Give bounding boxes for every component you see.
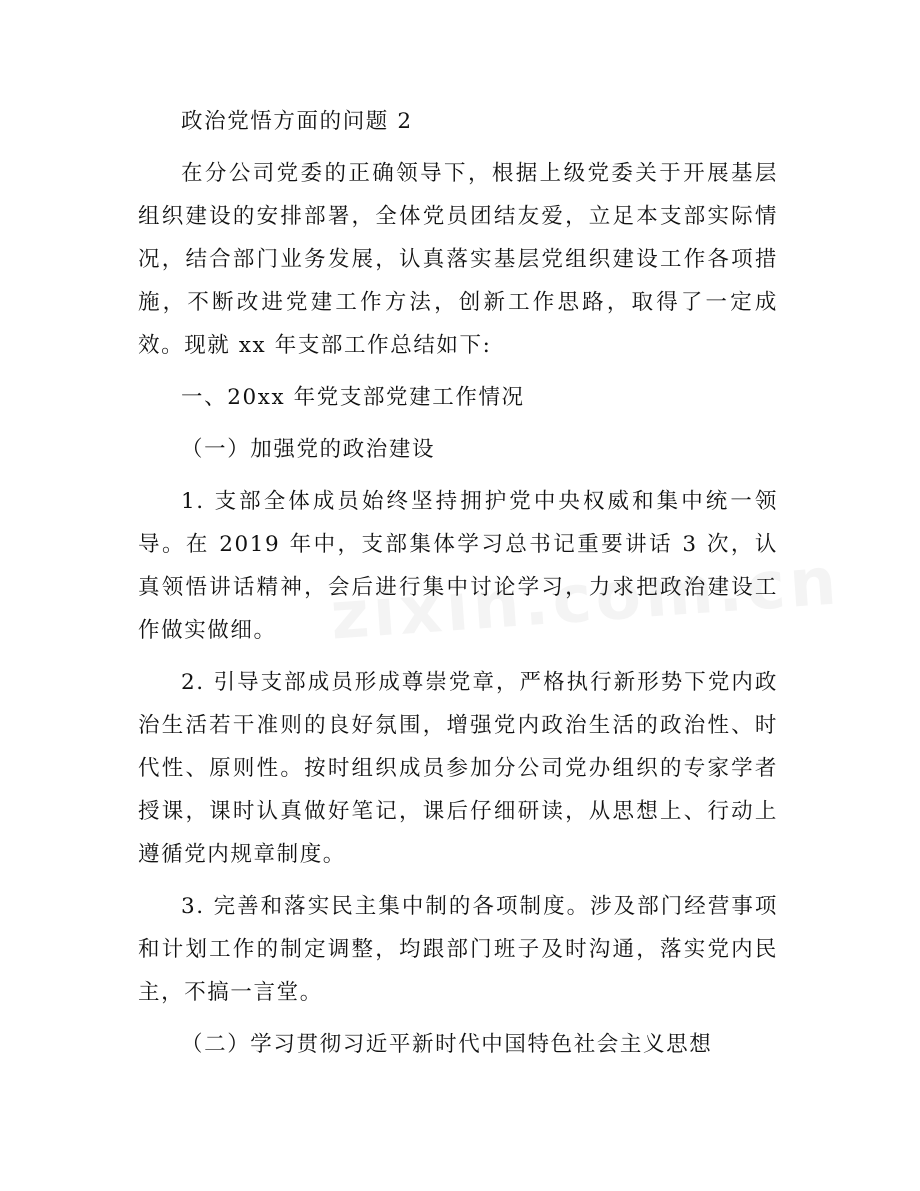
section-heading-1: 一、20xx 年党支部党建工作情况 xyxy=(181,385,525,410)
item-paragraph-1: 1. 支部全体成员始终坚持拥护党中央权威和集中统一领导。在 2019 年中，支部集体学习总书记重要讲话 3 次，认真领悟讲话精神，会后进行集中讨论学习，力求把政治建设工作做实做细。 xyxy=(138,489,778,643)
document-body xyxy=(138,100,778,1066)
subsection-heading-1: （一）加强党的政治建设 xyxy=(181,437,436,462)
intro-paragraph: 在分公司党委的正确领导下，根据上级党委关于开展基层组织建设的安排部署，全体党员团结友爱，立足本支部实际情况，结合部门业务发展，认真落实基层党组织建设工作各项措施，不断改进党建工作方法，创新工作思路，取得了一定成效。现就 xx 年支部工作总结如下: xyxy=(138,161,778,358)
subsection-heading-2: （二）学习贯彻习近平新时代中国特色社会主义思想 xyxy=(181,1032,713,1057)
item-paragraph-3: 3. 完善和落实民主集中制的各项制度。涉及部门经营事项和计划工作的制定调整，均跟部门班子及时沟通，落实党内民主，不搞一言堂。 xyxy=(138,894,778,1005)
document-title: 政治党悟方面的问题 2 xyxy=(181,109,413,134)
item-paragraph-2: 2. 引导支部成员形成尊崇党章，严格执行新形势下党内政治生活若干准则的良好氛围，增强党内政治生活的政治性、时代性、原则性。按时组织成员参加分公司党办组织的专家学者授课，课时认真做好笔记，课后仔细研读，从思想上、行动上遵循党内规章制度。 xyxy=(138,670,778,867)
